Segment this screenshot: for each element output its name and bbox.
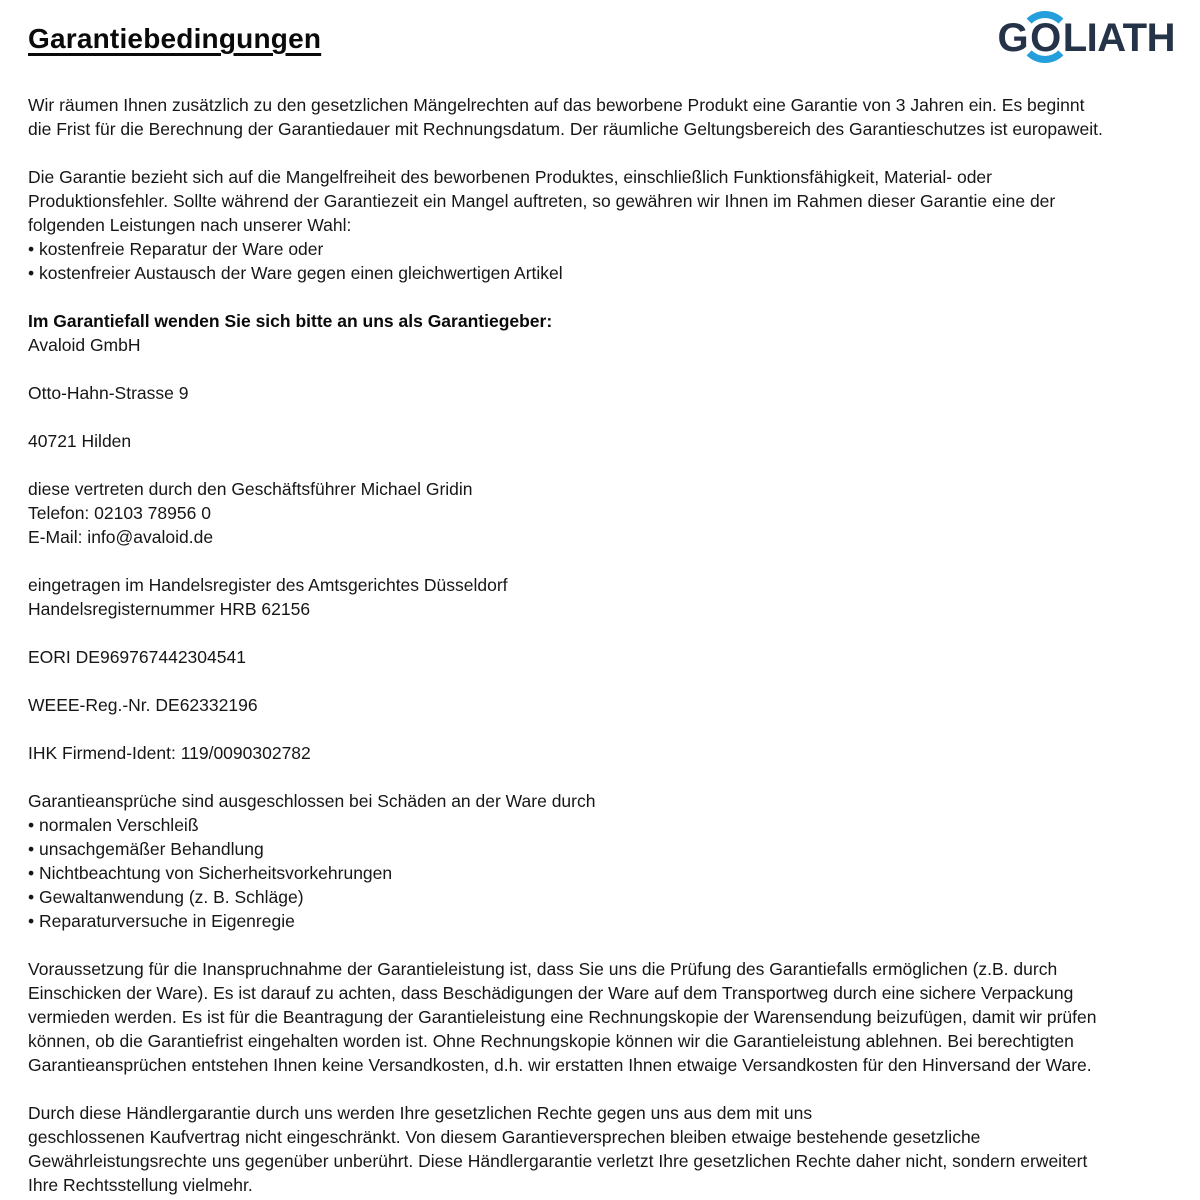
document-text-line: • Nichtbeachtung von Sicherheitsvorkehrungen — [28, 863, 393, 883]
document-text-line: • kostenfreier Austausch der Ware gegen einen gleichwertigen Artikel — [28, 263, 563, 283]
document-text-line: Handelsregisternummer HRB 62156 — [28, 599, 311, 619]
document-text-line: geschlossenen Kaufvertrag nicht eingeschränkt. Von diesem Garantieversprechen bleiben etwaige bestehende gesetzliche — [28, 1127, 981, 1147]
logo-letter-o: O — [1030, 16, 1061, 60]
logo-letters-liath: LIATH — [1062, 16, 1175, 60]
document-text-line: diese vertreten durch den Geschäftsführer Michael Gridin — [28, 479, 473, 499]
logo-letter-o-wrap — [1028, 16, 1063, 60]
blank-line — [28, 549, 1172, 573]
page-title: Garantiebedingungen — [28, 23, 322, 54]
document-body — [28, 93, 1172, 1197]
document-text-line: • Reparaturversuche in Eigenregie — [28, 911, 295, 931]
document-text-line: WEEE-Reg.-Nr. DE62332196 — [28, 695, 258, 715]
document-text-line: E-Mail: info@avaloid.de — [28, 527, 214, 547]
blank-line — [28, 717, 1172, 741]
document-text-line: 40721 Hilden — [28, 431, 132, 451]
document-text-line: Garantieansprüche sind ausgeschlossen bei Schäden an der Ware durch — [28, 791, 596, 811]
document-text-line: IHK Firmend-Ident: 119/0090302782 — [28, 743, 311, 763]
blank-line — [28, 285, 1172, 309]
document-text-line: die Frist für die Berechnung der Garantiedauer mit Rechnungsdatum. Der räumliche Geltungsbereich des Garantieschutzes ist europaweit. — [28, 119, 1103, 139]
blank-line — [28, 1077, 1172, 1101]
document-text-line: Durch diese Händlergarantie durch uns werden Ihre gesetzlichen Rechte gegen uns aus dem mit uns — [28, 1103, 813, 1123]
blank-line — [28, 765, 1172, 789]
document-text-line: Die Garantie bezieht sich auf die Mangelfreiheit des beworbenen Produktes, einschließlich Funktionsfähigkeit, Material- oder — [28, 167, 992, 187]
document-text-line: Im Garantiefall wenden Sie sich bitte an uns als Garantiegeber: — [28, 311, 553, 331]
document-text-line: Telefon: 02103 78956 0 — [28, 503, 211, 523]
document-text-line: Ihre Rechtsstellung vielmehr. — [28, 1175, 253, 1195]
document-text-line: vermieden werden. Es ist für die Beantragung der Garantieleistung eine Rechnungskopie der Warensendung beizufügen, damit wir prüfen — [28, 1007, 1097, 1027]
document-text-line: Produktionsfehler. Sollte während der Garantiezeit ein Mangel auftreten, so gewähren wir Ihnen im Rahmen dieser Garantie eine der — [28, 191, 1056, 211]
document-text-line: Garantieansprüchen entstehen Ihnen keine Versandkosten, d.h. wir erstatten Ihnen etwaige Versandkosten für den Hinversand der Ware. — [28, 1055, 1092, 1075]
document-text-line: folgenden Leistungen nach unserer Wahl: — [28, 215, 352, 235]
blank-line — [28, 669, 1172, 693]
document-text-line: eingetragen im Handelsregister des Amtsgerichtes Düsseldorf — [28, 575, 508, 595]
blank-line — [28, 453, 1172, 477]
document-text-line: Wir räumen Ihnen zusätzlich zu den gesetzlichen Mängelrechten auf das beworbene Produkt eine Garantie von 3 Jahren ein. Es beginnt — [28, 95, 1085, 115]
document-text-line: • kostenfreie Reparatur der Ware oder — [28, 239, 324, 259]
document-text-line: können, ob die Garantiefrist eingehalten worden ist. Ohne Rechnungskopie können wir die Garantieleistung ablehnen. Bei berechtigten — [28, 1031, 1074, 1051]
blank-line — [28, 405, 1172, 429]
document-text-line: Otto-Hahn-Strasse 9 — [28, 383, 189, 403]
document-text-line: Gewährleistungsrechte uns gegenüber unberührt. Diese Händlergarantie verletzt Ihre gesetzlichen Rechte daher nicht, sondern erweitert — [28, 1151, 1088, 1171]
document-text-line: Voraussetzung für die Inanspruchnahme der Garantieleistung ist, dass Sie uns die Prüfung des Garantiefalls ermöglichen (z.B. durch — [28, 959, 1058, 979]
blank-line — [28, 933, 1172, 957]
blank-line — [28, 141, 1172, 165]
blank-line — [28, 621, 1172, 645]
document-text-line: Avaloid GmbH — [28, 335, 141, 355]
document-text-line: • unsachgemäßer Behandlung — [28, 839, 264, 859]
document-text-line: Einschicken der Ware). Es ist darauf zu achten, dass Beschädigungen der Ware auf dem Transportweg durch eine sichere Verpackung — [28, 983, 1074, 1003]
document-text-line: EORI DE969767442304541 — [28, 647, 246, 667]
blank-line — [28, 357, 1172, 381]
goliath-logo — [997, 16, 1175, 60]
logo-letter-g: G — [997, 16, 1029, 60]
document-text-line: • normalen Verschleiß — [28, 815, 199, 835]
document-text-line: • Gewaltanwendung (z. B. Schläge) — [28, 887, 304, 907]
